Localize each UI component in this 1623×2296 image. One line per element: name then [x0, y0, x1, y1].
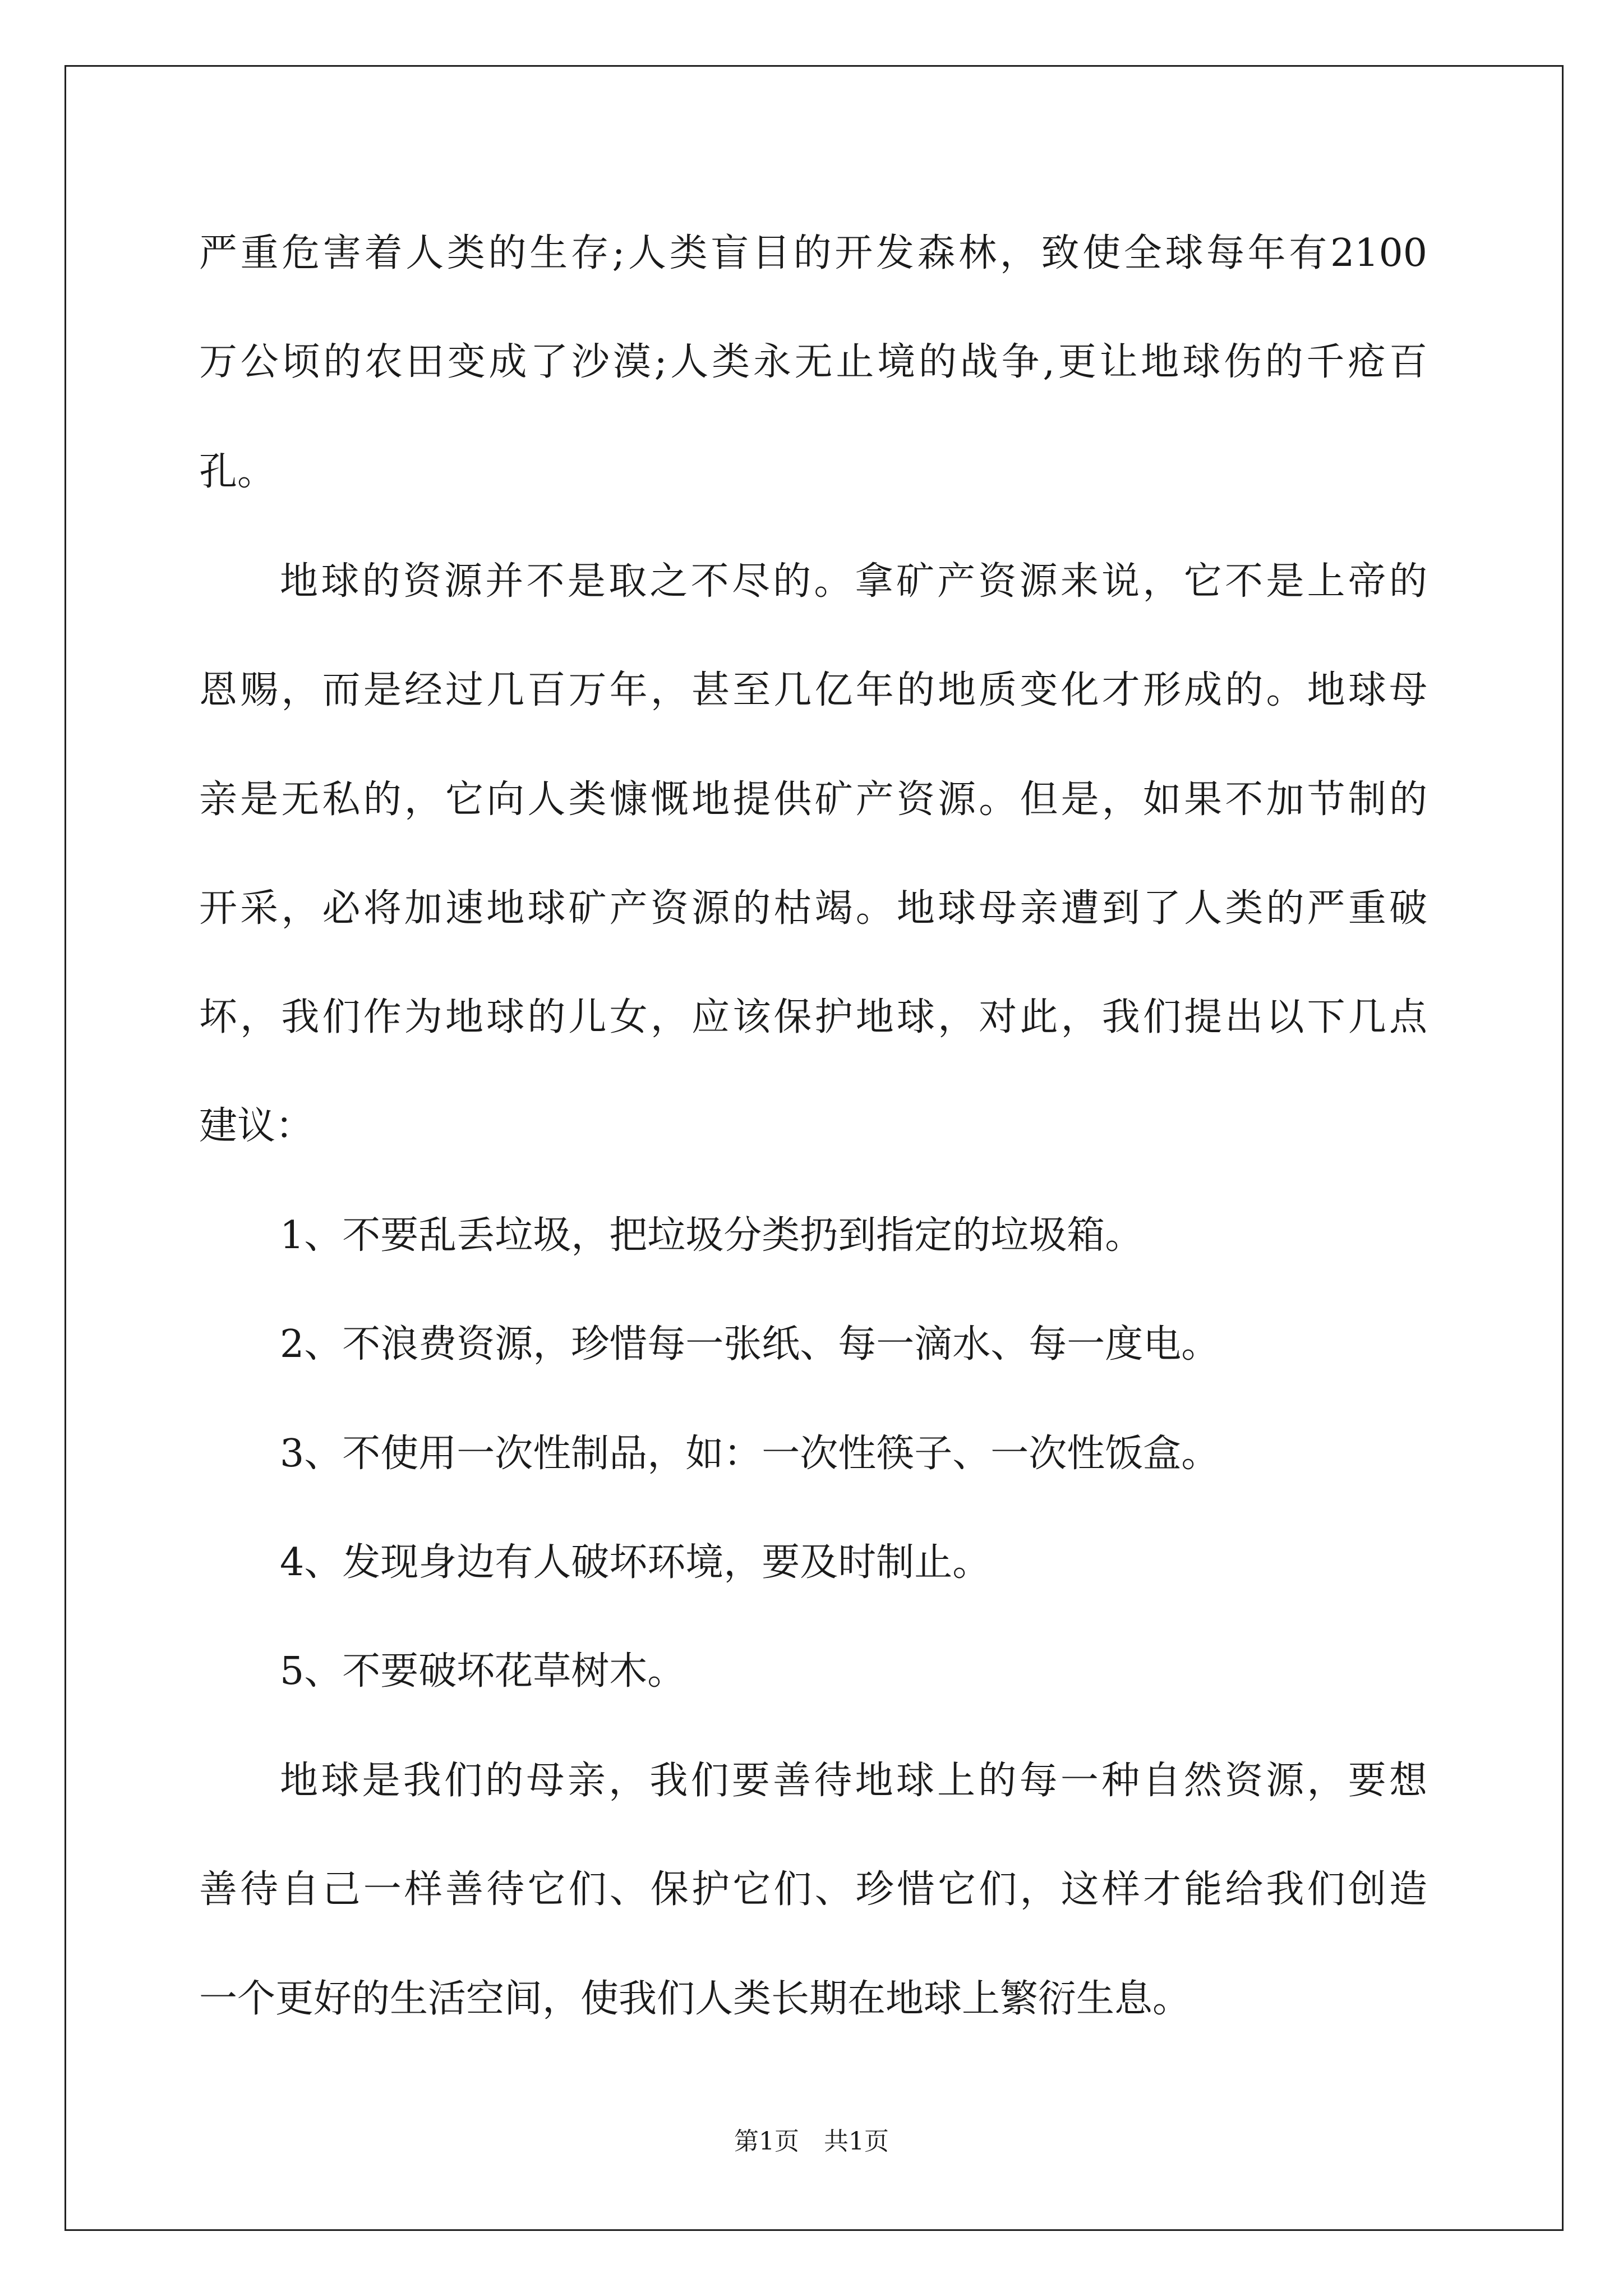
text-line: 万公顷的农田变成了沙漠;人类永无止境的战争,更让地球伤的千疮百	[199, 340, 1427, 384]
text-line: 严重危害着人类的生存;人类盲目的开发森林，致使全球每年有2100	[199, 231, 1427, 275]
text-line: 善待自己一样善待它们、保护它们、珍惜它们，这样才能给我们创造	[199, 1867, 1427, 1912]
text-line: 一个更好的生活空间，使我们人类长期在地球上繁衍生息。	[199, 1977, 1191, 2021]
text-line: 地球是我们的母亲，我们要善待地球上的每一种自然资源，要想	[280, 1759, 1427, 1803]
list-item: 2、不浪费资源，珍惜每一张纸、每一滴水、每一度电。	[280, 1322, 1220, 1366]
list-item: 5、不要破坏花草树木。	[280, 1649, 686, 1694]
list-item: 3、不使用一次性制品，如：一次性筷子、一次性饭盒。	[280, 1432, 1220, 1476]
text-line: 孔。	[199, 450, 276, 494]
page-number-footer: 第1页 共1页	[734, 2127, 889, 2156]
text-line: 开采，必将加速地球矿产资源的枯竭。地球母亲遭到了人类的严重破	[199, 886, 1427, 931]
list-item: 1、不要乱丢垃圾，把垃圾分类扔到指定的垃圾箱。	[280, 1213, 1144, 1258]
text-line: 建议：	[199, 1104, 314, 1148]
list-item: 4、发现身边有人破坏环境，要及时制止。	[280, 1540, 991, 1585]
text-line: 地球的资源并不是取之不尽的。拿矿产资源来说，它不是上帝的	[280, 559, 1427, 604]
text-line: 坏，我们作为地球的儿女，应该保护地球，对此，我们提出以下几点	[199, 995, 1427, 1039]
text-line: 恩赐，而是经过几百万年，甚至几亿年的地质变化才形成的。地球母	[199, 668, 1427, 712]
text-line: 亲是无私的，它向人类慷慨地提供矿产资源。但是，如果不加节制的	[199, 777, 1427, 822]
